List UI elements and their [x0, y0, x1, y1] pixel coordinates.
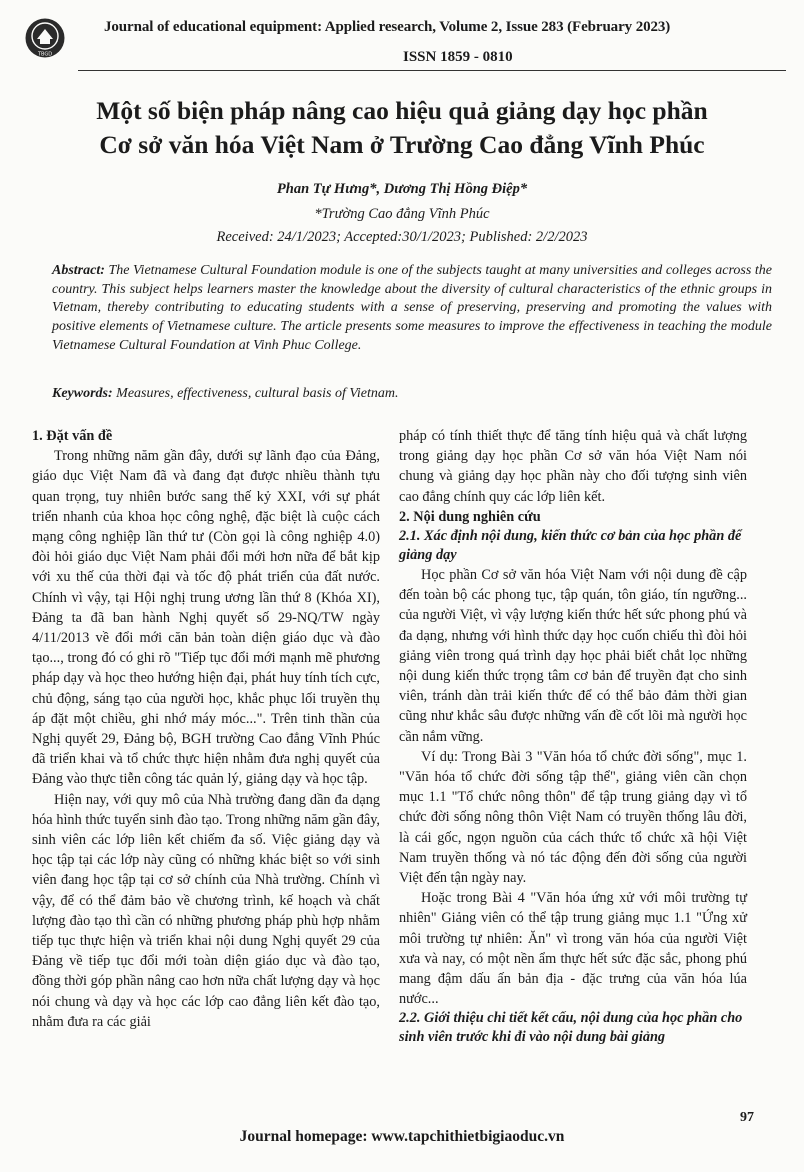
keywords-text: Measures, effectiveness, cultural basis of Vietnam.: [116, 386, 399, 401]
paragraph: Hiện nay, với quy mô của Nhà trường đang dần đa dạng hóa hình thức tuyển sinh đào tạo. Trong những năm gần đây, sinh viên các lớp liên kết chiếm đa số. Việc giảng dạy và học tập tại các lớp này cũng có những khác biệt so với sinh viên đang học tập tại cơ sở chính của Nhà trường. Chính vì vậy, để có thể đảm bảo về chương trình, kế hoạch và chất lượng đào tạo thì cần có những phương pháp phù hợp nhằm tiếp tục thực hiện và triển khai nội dung Nghị quyết 29 của Đảng về tiếp tục đổi mới toàn diện giáo dục và đào tạo, đồng thời góp phần nâng cao hơn nữa chất lượng dạy và học nói chung và dạy và học các lớp cao đẳng liên kết đào tạo, nhằm đưa ra các giải: [32, 791, 380, 1030]
abstract-text: The Vietnamese Cultural Foundation module is one of the subjects taught at many universities and colleges across the country. This subject helps learners master the knowledge about the diversity of cultural characteristics of the ethnic groups in Vietnam, thereby contributing to educating students with a sense of preserving, preserving and promoting the values with positive elements of Vietnamese culture. The article presents some measures to improve the effectiveness in teaching the module Vietnamese Cultural Foundation at Vinh Phuc College.: [52, 263, 772, 353]
keywords-label: Keywords:: [52, 386, 113, 401]
section-heading-1: 1. Đặt vấn đề: [32, 428, 113, 444]
paragraph: Hoặc trong Bài 4 "Văn hóa ứng xử với môi trường tự nhiên" Giảng viên có thể tập trung giảng mục 1.1 "Ứng xử môi trường tự nhiên: Ăn" vì trong văn hóa của người Việt xưa và nay, có một nền ẩm thực hết sức đặc sắc, phong phú mang đậm dấu ấn bản địa - đặc trưng của văn hóa lúa nước...: [399, 890, 747, 1008]
issn: ISSN 1859 - 0810: [403, 49, 513, 65]
abstract-label: Abstract:: [52, 263, 105, 278]
publication-dates: Received: 24/1/2023; Accepted:30/1/2023; Published: 2/2/2023: [216, 229, 588, 245]
subsection-heading-2-1: 2.1. Xác định nội dung, kiến thức cơ bản của học phần để giảng dạy: [399, 528, 742, 564]
title-line-1: Một số biện pháp nâng cao hiệu quả giảng dạy học phần: [96, 96, 708, 125]
paragraph: Trong những năm gần đây, dưới sự lãnh đạo của Đảng, giáo dục Việt Nam đã và đang đạt được nhiều thành tựu quan trọng, tuy nhiên bước sang thế kỷ XXI, với sự phát triển nhanh của khoa học công nghệ, đặc biệt là cuộc cách mạng công nghiệp lần thứ tư (Còn gọi là công nghiệp 4.0) đòi hỏi giáo dục Việt Nam phải đổi mới hơn nữa để bắt kịp với xu thế của thời đại và tốc độ phát triển của đất nước. Chính vì vậy, tại Hội nghị trung ương lần thứ 8 (Khóa XI), Đảng ta đã ban hành Nghị quyết số 29-NQ/TW ngày 4/11/2013 về đổi mới căn bản toàn diện giáo dục và đào tạo..., trong đó có ghi rõ "Tiếp tục đổi mới mạnh mẽ phương pháp dạy và học theo hướng hiện đại, phát huy tính tích cực, chủ động, sáng tạo của người học, khắc phục lối truyền thụ áp đặt một chiều, ghi nhớ máy móc...". Trên tinh thần của Nghị quyết 29, Đảng bộ, BGH trường Cao đẳng Vĩnh Phúc đã triển khai và tổ chức thực hiện nhằm đưa nghị quyết của Đảng vào thực tiễn công tác quản lý, giảng dạy và học tập.: [32, 448, 380, 788]
logo-text: TBGD: [37, 51, 53, 58]
keywords: [52, 386, 772, 402]
journal-citation: Journal of educational equipment: Applied research, Volume 2, Issue 283 (February 2023): [104, 19, 671, 35]
paragraph: Học phần Cơ sở văn hóa Việt Nam với nội dung đề cập đến toàn bộ các phong tục, tập quán, tôn giáo, tín ngưỡng... của người Việt, vì vậy lượng kiến thức hết sức phong phú và đa dạng, nhưng với hình thức dạy học cuốn chiếu thì đòi hỏi giảng viên trong quá trình dạy học phải biết chắt lọc những nội dung kiến thức trọng tâm cơ bản để truyền đạt cho sinh viên, tránh dàn trải kiến thức để có thể bảo đảm thời gian cũng như khắc sâu được những vấn đề cốt lõi mà người học cần nắm vững.: [399, 567, 747, 745]
subsection-heading-2-2: 2.2. Giới thiệu chi tiết kết cấu, nội dung của học phần cho sinh viên trước khi đi vào nội dung bài giảng: [399, 1010, 743, 1046]
right-column: [399, 426, 747, 1047]
abstract: [52, 262, 772, 356]
journal-logo: [24, 17, 66, 59]
page-number: 97: [740, 1110, 754, 1125]
title-line-2: Cơ sở văn hóa Việt Nam ở Trường Cao đẳng Vĩnh Phúc: [99, 130, 705, 159]
journal-homepage: Journal homepage: www.tapchithietbigiaoduc.vn: [239, 1128, 565, 1145]
header-rule: [78, 70, 786, 71]
section-heading-2: 2. Nội dung nghiên cứu: [399, 508, 541, 525]
left-column: [32, 426, 380, 1032]
affiliation: *Trường Cao đẳng Vĩnh Phúc: [314, 206, 490, 222]
paragraph: pháp có tính thiết thực để tăng tính hiệu quả và chất lượng trong giảng dạy học phần Cơ sở văn hóa Việt Nam nói chung và giảng dạy học phần này cho đối tượng sinh viên cao đẳng chính quy các lớp liên kết.: [399, 428, 747, 505]
authors: Phan Tự Hưng*, Dương Thị Hồng Điệp*: [276, 181, 528, 197]
paragraph: Ví dụ: Trong Bài 3 "Văn hóa tổ chức đời sống", mục 1. "Văn hóa tổ chức đời sống tập thể", giảng viên cần chọn mục 1.1 "Tổ chức nông thôn" để tập trung giảng dạy vì tổ chức đời sống nông thôn Việt Nam có truyền thống lâu đời, là cái gốc, ngọn nguồn của cách thức tổ chức xã hội Việt Nam truyền thống và nó tác động đến đời sống của người Việt đến tận ngày nay.: [399, 748, 747, 887]
article-title: [30, 94, 774, 162]
